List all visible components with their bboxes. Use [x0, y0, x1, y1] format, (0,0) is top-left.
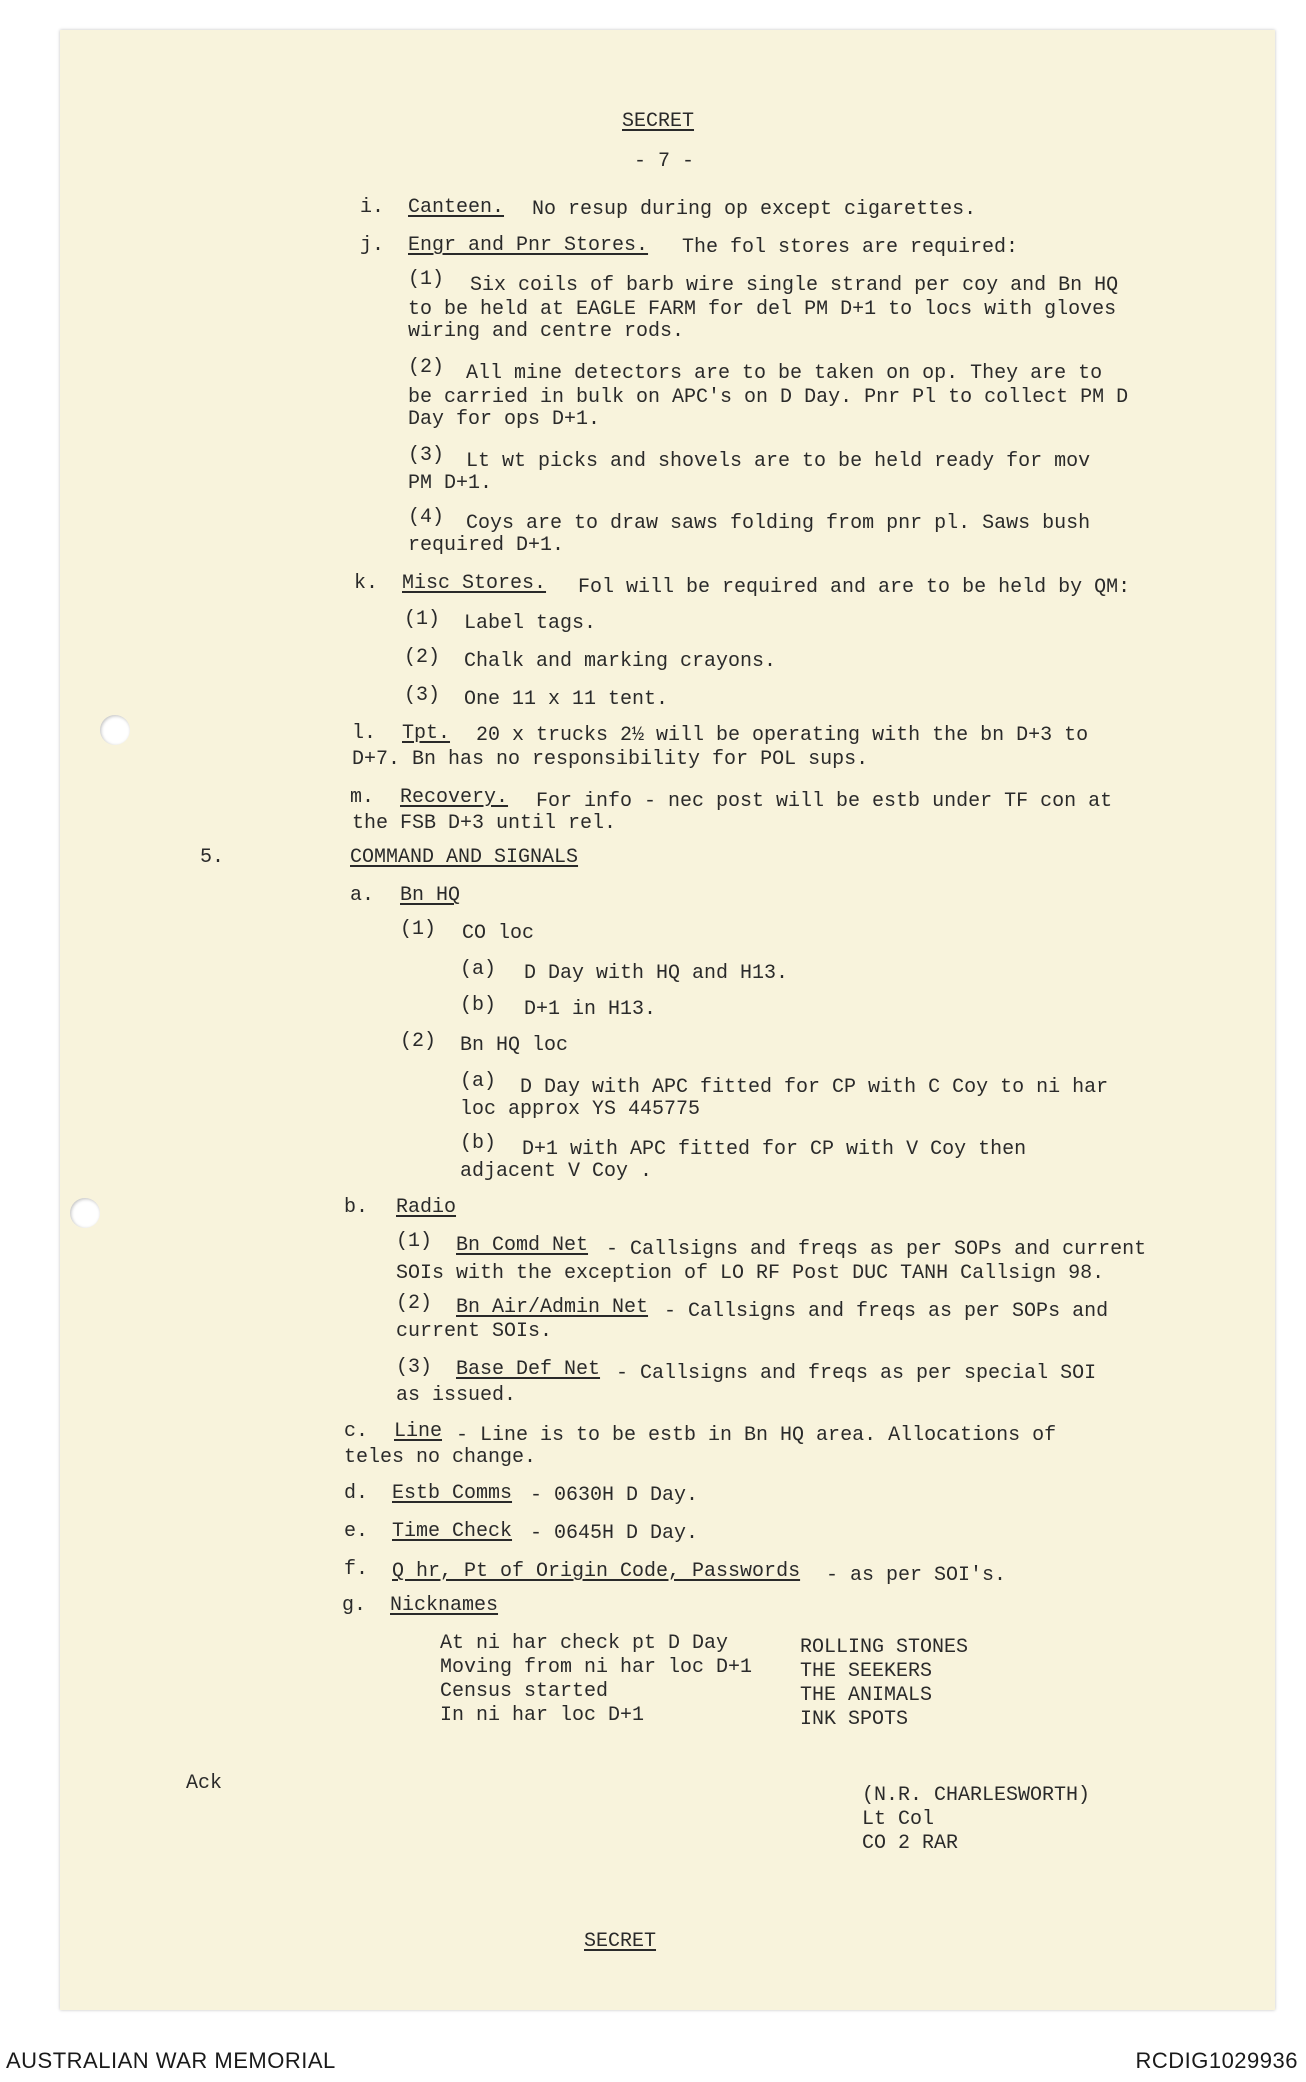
item-line: Lt wt picks and shovels are to be held ready for mov	[466, 450, 1091, 473]
subitem-text: D Day with APC fitted for CP with C Coy to ni har	[520, 1076, 1109, 1099]
punch-hole	[100, 715, 130, 745]
item-number: (2)	[396, 1292, 433, 1315]
para-title: Nicknames	[390, 1594, 499, 1617]
item-number: (2)	[404, 646, 441, 669]
para-text: teles no change.	[344, 1446, 537, 1469]
nickname-name: INK SPOTS	[800, 1708, 909, 1731]
item-number: (3)	[396, 1356, 433, 1379]
para-letter: m.	[350, 786, 375, 809]
item-number: (1)	[400, 918, 437, 941]
para-letter: j.	[360, 234, 385, 257]
para-letter: f.	[344, 1558, 369, 1581]
item-number: (3)	[408, 444, 445, 467]
subitem-number: (b)	[460, 1132, 497, 1155]
para-letter: d.	[344, 1482, 369, 1505]
para-title: Engr and Pnr Stores.	[408, 234, 649, 257]
section-number: 5.	[200, 846, 225, 869]
para-text: Fol will be required and are to be held by QM:	[578, 576, 1131, 599]
item-line: wiring and centre rods.	[408, 320, 685, 343]
item-text: - Callsigns and freqs as per SOPs and	[664, 1300, 1109, 1323]
nickname-event: Moving from ni har loc D+1	[440, 1656, 753, 1679]
para-text: - Line is to be estb in Bn HQ area. Allocations of	[456, 1424, 1057, 1447]
archive-name: AUSTRALIAN WAR MEMORIAL	[6, 2048, 336, 2073]
para-letter: k.	[354, 572, 379, 595]
item-number: (2)	[408, 356, 445, 379]
para-letter: c.	[344, 1420, 369, 1443]
item-text: as issued.	[396, 1384, 517, 1407]
para-letter: e.	[344, 1520, 369, 1543]
item-text: Chalk and marking crayons.	[464, 650, 777, 673]
nickname-name: THE SEEKERS	[800, 1660, 933, 1683]
item-number: (4)	[408, 506, 445, 529]
signatory-unit: CO 2 RAR	[862, 1832, 959, 1855]
item-text: CO loc	[462, 922, 535, 945]
subitem-number: (a)	[460, 958, 497, 981]
para-text: For info - nec post will be estb under TF con at	[536, 790, 1113, 813]
classification-header: SECRET	[622, 110, 695, 133]
item-line: Six coils of barb wire single strand per coy and Bn HQ	[470, 274, 1119, 297]
para-text: the FSB D+3 until rel.	[352, 812, 617, 835]
para-text: 20 x trucks 2½ will be operating with the bn D+3 to	[476, 724, 1089, 747]
subitem-number: (a)	[460, 1070, 497, 1093]
subitem-text: adjacent V Coy .	[460, 1160, 653, 1183]
nickname-event: Census started	[440, 1680, 609, 1703]
item-number: (1)	[408, 268, 445, 291]
para-letter: i.	[360, 196, 385, 219]
item-number: (1)	[396, 1230, 433, 1253]
item-number: (3)	[404, 684, 441, 707]
item-title: Bn Comd Net	[456, 1234, 589, 1257]
item-line: to be held at EAGLE FARM for del PM D+1 to locs with gloves	[408, 298, 1117, 321]
subitem-text: D+1 with APC fitted for CP with V Coy then	[522, 1138, 1027, 1161]
subitem-text: D Day with HQ and H13.	[524, 962, 789, 985]
item-number: (1)	[404, 608, 441, 631]
archive-reference: RCDIG1029936	[1135, 2048, 1298, 2073]
subitem-number: (b)	[460, 994, 497, 1017]
item-title: Bn Air/Admin Net	[456, 1296, 649, 1319]
para-text: - as per SOI's.	[826, 1564, 1007, 1587]
ack-label: Ack	[186, 1772, 223, 1795]
item-text: Bn HQ loc	[460, 1034, 569, 1057]
nickname-name: ROLLING STONES	[800, 1636, 969, 1659]
item-line: required D+1.	[408, 534, 565, 557]
para-text: - 0645H D Day.	[530, 1522, 699, 1545]
para-title: Q hr, Pt of Origin Code, Passwords	[392, 1560, 801, 1583]
para-title: Time Check	[392, 1520, 513, 1543]
nickname-event: In ni har loc D+1	[440, 1704, 645, 1727]
subitem-text: D+1 in H13.	[524, 998, 657, 1021]
para-letter: g.	[342, 1594, 367, 1617]
para-title: Canteen.	[408, 196, 505, 219]
para-title: Recovery.	[400, 786, 509, 809]
para-text: - 0630H D Day.	[530, 1484, 699, 1507]
item-line: PM D+1.	[408, 472, 493, 495]
signatory-rank: Lt Col	[862, 1808, 935, 1831]
item-line: Day for ops D+1.	[408, 408, 601, 431]
para-title: Line	[394, 1420, 443, 1443]
para-text: The fol stores are required:	[682, 236, 1019, 259]
item-text: current SOIs.	[396, 1320, 553, 1343]
para-letter: l.	[352, 722, 377, 745]
item-text: - Callsigns and freqs as per SOPs and current	[606, 1238, 1147, 1261]
para-text: No resup during op except cigarettes.	[532, 198, 977, 221]
para-title: Tpt.	[402, 722, 451, 745]
item-line: All mine detectors are to be taken on op. They are to	[466, 362, 1103, 385]
para-text: D+7. Bn has no responsibility for POL sups.	[352, 748, 869, 771]
subitem-text: loc approx YS 445775	[460, 1098, 701, 1121]
para-letter: b.	[344, 1196, 369, 1219]
section-title: COMMAND AND SIGNALS	[350, 846, 579, 869]
item-title: Base Def Net	[456, 1358, 601, 1381]
item-text: - Callsigns and freqs as per special SOI	[616, 1362, 1097, 1385]
item-text: SOIs with the exception of LO RF Post DUC TANH Callsign 98.	[396, 1262, 1105, 1285]
para-title: Misc Stores.	[402, 572, 547, 595]
item-text: One 11 x 11 tent.	[464, 688, 669, 711]
para-title: Bn HQ	[400, 884, 461, 907]
nickname-name: THE ANIMALS	[800, 1684, 933, 1707]
item-text: Label tags.	[464, 612, 597, 635]
para-title: Estb Comms	[392, 1482, 513, 1505]
item-line: be carried in bulk on APC's on D Day. Pnr Pl to collect PM D	[408, 386, 1129, 409]
punch-hole	[70, 1198, 100, 1228]
signatory-name: (N.R. CHARLESWORTH)	[862, 1784, 1091, 1807]
para-title: Radio	[396, 1196, 457, 1219]
page-number: - 7 -	[634, 150, 695, 173]
nickname-event: At ni har check pt D Day	[440, 1632, 729, 1655]
item-number: (2)	[400, 1030, 437, 1053]
classification-footer: SECRET	[584, 1930, 657, 1953]
para-letter: a.	[350, 884, 375, 907]
item-line: Coys are to draw saws folding from pnr pl. Saws bush	[466, 512, 1091, 535]
